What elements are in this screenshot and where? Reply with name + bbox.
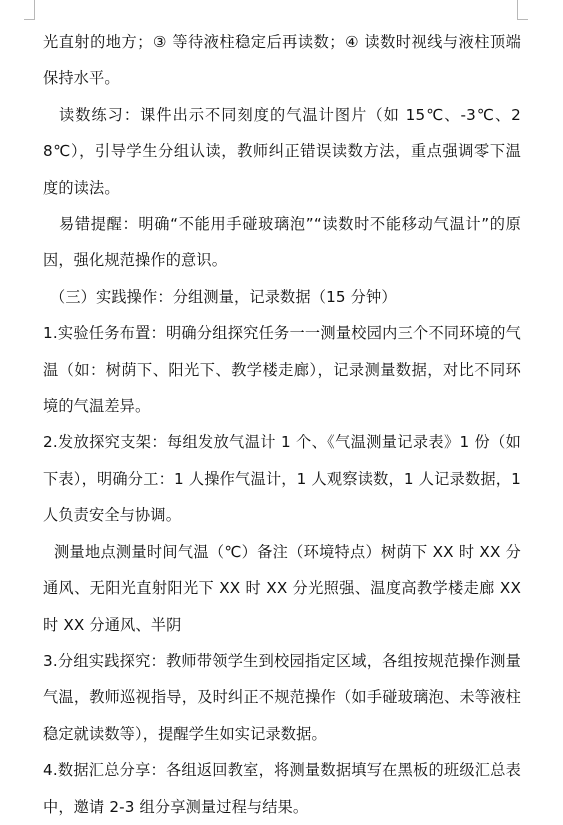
section-heading-practice: （三）实践操作：分组测量，记录数据（15 分钟） <box>50 287 397 306</box>
paragraph-data-summary: 4.数据汇总分享：各组返回教室，将测量数据填写在黑板的班级汇总表中，邀请 2-3 组分享测量过程与结果。 <box>43 761 521 816</box>
paragraph-error-reminder: 易错提醒：明确“不能用手碰玻璃泡”“读数时不能移动气温计”的原因，强化规范操作的意识。 <box>43 215 521 270</box>
document-body[interactable] <box>43 24 521 825</box>
paragraph-scaffold: 2.发放探究支架：每组发放气温计 1 个、《气温测量记录表》1 份（如下表），明确分工：1 人操作气温计，1 人观察读数，1 人记录数据，1 人负责安全与协调。 <box>43 433 521 525</box>
paragraph-group-practice: 3.分组实践探究：教师带领学生到校园指定区域，各组按规范操作测量气温，教师巡视指导，及时纠正不规范操作（如手碰玻璃泡、未等液柱稳定就读数等），提醒学生如实记录数据。 <box>43 651 521 743</box>
page-corner-mark-right-h <box>518 19 528 20</box>
page-corner-mark-right <box>517 0 518 20</box>
page-corner-mark-left-h <box>24 19 34 20</box>
paragraph-reading-practice: 读数练习：课件出示不同刻度的气温计图片（如 15℃、-3℃、28℃），引导学生分组认读，教师纠正错误读数方法，重点强调零下温度的读法。 <box>43 105 521 197</box>
page-corner-mark-left <box>34 0 35 20</box>
paragraph-task-assignment: 1.实验任务布置：明确分组探究任务一一测量校园内三个不同环境的气温（如：树荫下、阳光下、教学楼走廊），记录测量数据，对比不同环境的气温差异。 <box>43 324 521 416</box>
paragraph-record-table-text: 测量地点测量时间气温（℃）备注（环境特点）树荫下 XX 时 XX 分通风、无阳光直射阳光下 XX 时 XX 分光照强、温度高教学楼走廊 XX 时 XX 分通风、半阴 <box>43 542 521 634</box>
paragraph-safety-steps: 光直射的地方；③ 等待液柱稳定后再读数；④ 读数时视线与液柱顶端保持水平。 <box>43 33 521 88</box>
